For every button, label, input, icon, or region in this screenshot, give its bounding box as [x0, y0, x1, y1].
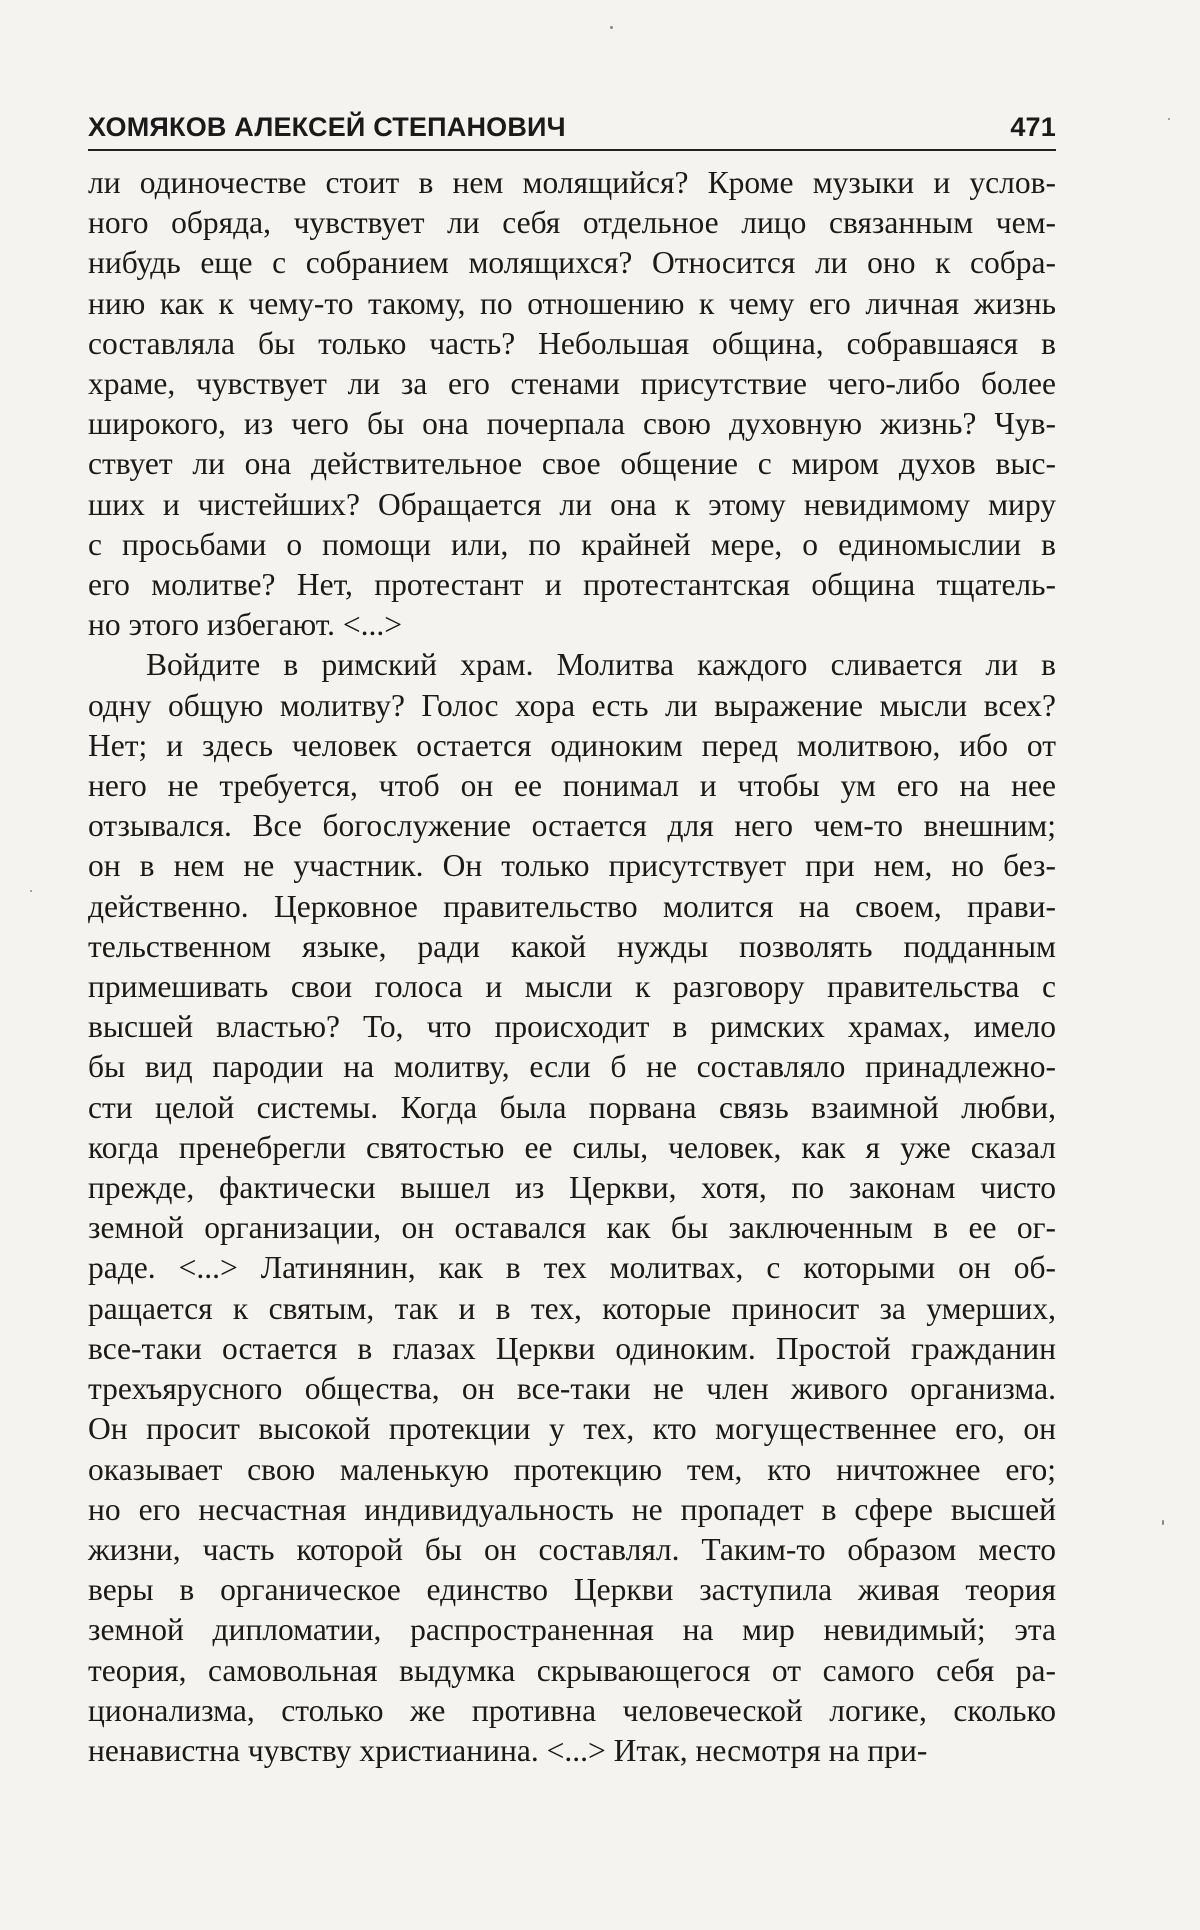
text-line: веры в органическое единство Церкви заступила живая теория — [88, 1572, 1056, 1608]
text-line: земной дипломатии, распространенная на мир невидимый; эта — [88, 1612, 1056, 1648]
text-line: ного обряда, чувствует ли себя отдельное лицо связанным чем- — [88, 205, 1056, 241]
text-line: него не требуется, чтоб он ее понимал и чтобы ум его на нее — [88, 768, 1056, 804]
text-line: составляла бы только часть? Небольшая община, собравшаяся в — [88, 325, 1056, 361]
text-line: бы вид пародии на молитву, если б не составляло принадлежно- — [88, 1049, 1056, 1085]
text-line: оказывает свою маленькую протекцию тем, кто ничтожнее его; — [88, 1451, 1056, 1487]
text-line: нибудь еще с собранием молящихся? Относится ли оно к собра- — [88, 245, 1056, 281]
text-line: Войдите в римский храм. Молитва каждого сливается ли в — [146, 647, 1056, 683]
paragraph — [88, 163, 1056, 645]
text-line: трехъярусного общества, он все-таки не член живого организма. — [88, 1371, 1056, 1407]
text-line: сти целой системы. Когда была порвана связь взаимной любви, — [88, 1089, 1056, 1125]
text-line: высшей властью? То, что происходит в римских храмах, имело — [88, 1009, 1056, 1045]
body-text — [88, 163, 1056, 1771]
text-line: теория, самовольная выдумка скрывающегося от самого себя ра- — [88, 1652, 1056, 1688]
text-line: все-таки остается в глазах Церкви одиноким. Простой гражданин — [88, 1330, 1056, 1366]
text-line: отзывался. Все богослужение остается для него чем-то внешним; — [88, 808, 1056, 844]
text-line: ших и чистейших? Обращается ли она к этому невидимому миру — [88, 486, 1056, 522]
text-line: когда пренебрегли святостью ее силы, человек, как я уже сказал — [88, 1129, 1056, 1165]
text-line: раде. <...> Латинянин, как в тех молитвах, с которыми он об- — [88, 1250, 1056, 1286]
page-number: 471 — [1010, 112, 1056, 142]
text-line: прежде, фактически вышел из Церкви, хотя, по законам чисто — [88, 1170, 1056, 1206]
text-line: широкого, из чего бы она почерпала свою духовную жизнь? Чув- — [88, 406, 1056, 442]
text-line: храме, чувствует ли за его стенами присутствие чего-либо более — [88, 366, 1056, 402]
text-line: ствует ли она действительное свое общение с миром духов выс- — [88, 446, 1056, 482]
text-line: но его несчастная индивидуальность не пропадет в сфере высшей — [88, 1491, 1056, 1527]
text-line: ращается к святым, так и в тех, которые приносит за умерших, — [88, 1290, 1056, 1326]
text-line: нию как к чему-то такому, по отношению к чему его личная жизнь — [88, 285, 1056, 321]
text-line: земной организации, он оставался как бы заключенным в ее ог- — [88, 1210, 1056, 1246]
text-line: жизни, часть которой бы он составлял. Таким-то образом место — [88, 1531, 1056, 1567]
text-line: Он просит высокой протекции у тех, кто могущественнее его, он — [88, 1411, 1056, 1447]
text-line: с просьбами о помощи или, по крайней мере, о единомыслии в — [88, 526, 1056, 562]
running-header — [88, 112, 1056, 151]
text-line: Нет; и здесь человек остается одиноким перед молитвою, ибо от — [88, 727, 1056, 763]
running-title: ХОМЯКОВ АЛЕКСЕЙ СТЕПАНОВИЧ — [88, 112, 566, 142]
text-line: одну общую молитву? Голос хора есть ли выражение мысли всех? — [88, 687, 1056, 723]
paragraph — [88, 645, 1056, 1771]
text-line: он в нем не участник. Он только присутствует при нем, но без- — [88, 848, 1056, 884]
text-line: примешивать свои голоса и мысли к разговору правительства с — [88, 969, 1056, 1005]
text-line: ненавистна чувству христианина. <...> Итак, несмотря на при- — [88, 1732, 928, 1768]
text-line: действенно. Церковное правительство молится на своем, прави- — [88, 888, 1056, 924]
text-line: его молитве? Нет, протестант и протестантская община тщатель- — [88, 567, 1056, 603]
text-line: тельственном языке, ради какой нужды позволять подданным — [88, 928, 1056, 964]
text-line: ционализма, столько же противна человеческой логике, сколько — [88, 1692, 1056, 1728]
text-line: ли одиночестве стоит в нем молящийся? Кроме музыки и услов- — [88, 165, 1056, 200]
text-line: но этого избегают. <...> — [88, 607, 403, 643]
book-page — [88, 112, 1056, 1771]
